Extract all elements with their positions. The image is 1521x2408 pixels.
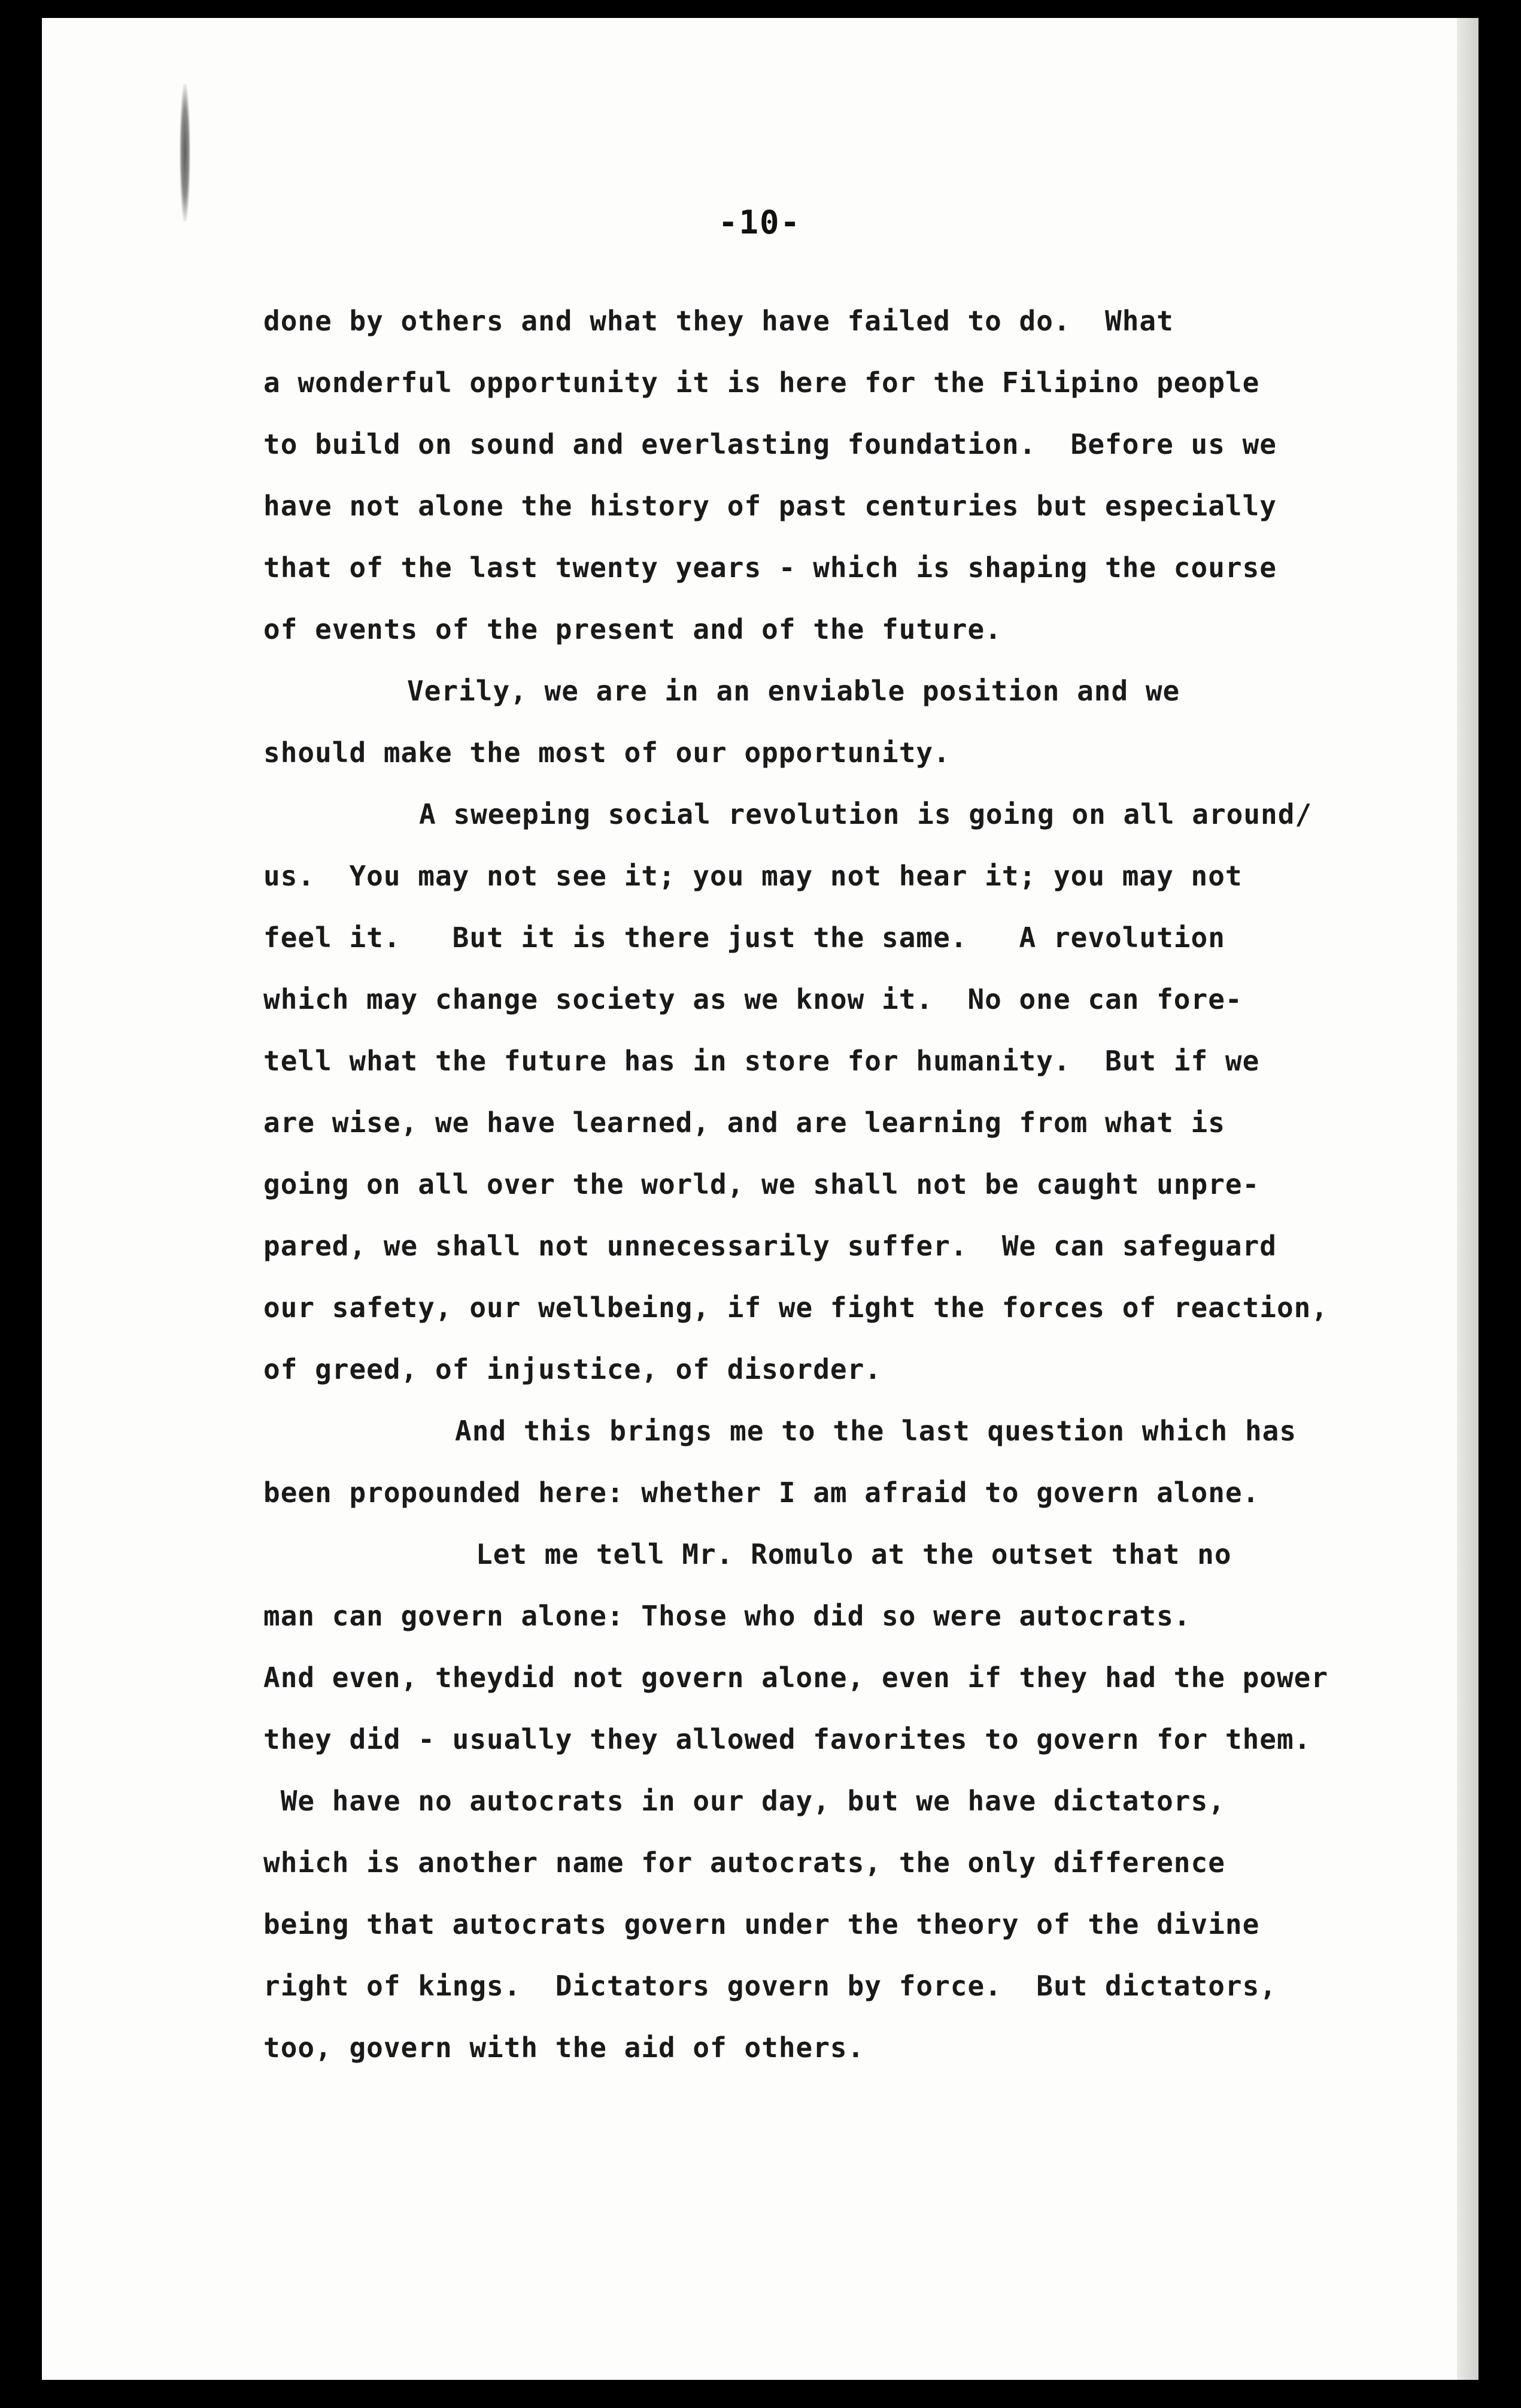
text-line: a wonderful opportunity it is here for the Filipino people [263,366,1260,399]
text-line: feel it. But it is there just the same. A revolution [263,921,1225,954]
text-line: have not alone the history of past centuries but especially [263,490,1277,522]
text-line: our safety, our wellbeing, if we fight the forces of reaction, [263,1291,1329,1324]
text-line: are wise, we have learned, and are learning from what is [263,1106,1225,1139]
ink-smudge [180,84,190,222]
text-line: too, govern with the aid of others. [263,2031,865,2064]
text-line: And this brings me to the last question which has [455,1415,1297,1447]
text-line: We have no autocrats in our day, but we have dictators, [263,1785,1225,1817]
text-line: been propounded here: whether I am afraid to govern alone. [263,1476,1260,1509]
text-line: should make the most of our opportunity. [263,736,951,769]
document-page [42,18,1479,2380]
text-line: done by others and what they have failed to do. What [263,305,1174,337]
text-line: of greed, of injustice, of disorder. [263,1353,882,1385]
text-line: they did - usually they allowed favorites to govern for them. [263,1723,1311,1755]
text-line: A sweeping social revolution is going on all around/ [419,798,1313,830]
text-line: tell what the future has in store for humanity. But if we [263,1045,1260,1077]
text-line: man can govern alone: Those who did so were autocrats. [263,1600,1191,1632]
text-line: Verily, we are in an enviable position and we [407,675,1180,707]
text-line: going on all over the world, we shall not be caught unpre- [263,1168,1260,1200]
text-line: which is another name for autocrats, the only difference [263,1846,1225,1879]
page-edge [1457,18,1479,2380]
page-number: -10- [718,204,802,241]
typed-text-body [263,290,1431,2079]
text-line: right of kings. Dictators govern by force. But dictators, [263,1970,1277,2002]
text-line: to build on sound and everlasting foundation. Before us we [263,428,1277,460]
text-line: of events of the present and of the future. [263,613,1002,645]
text-line: us. You may not see it; you may not hear it; you may not [263,860,1243,892]
text-line: being that autocrats govern under the theory of the divine [263,1908,1260,1940]
text-line: that of the last twenty years - which is shaping the course [263,551,1277,584]
text-line: And even, theydid not govern alone, even if they had the power [263,1661,1329,1694]
text-line: pared, we shall not unnecessarily suffer. We can safeguard [263,1230,1277,1262]
text-line: which may change society as we know it. No one can fore- [263,983,1243,1015]
text-line: Let me tell Mr. Romulo at the outset that no [476,1538,1232,1570]
